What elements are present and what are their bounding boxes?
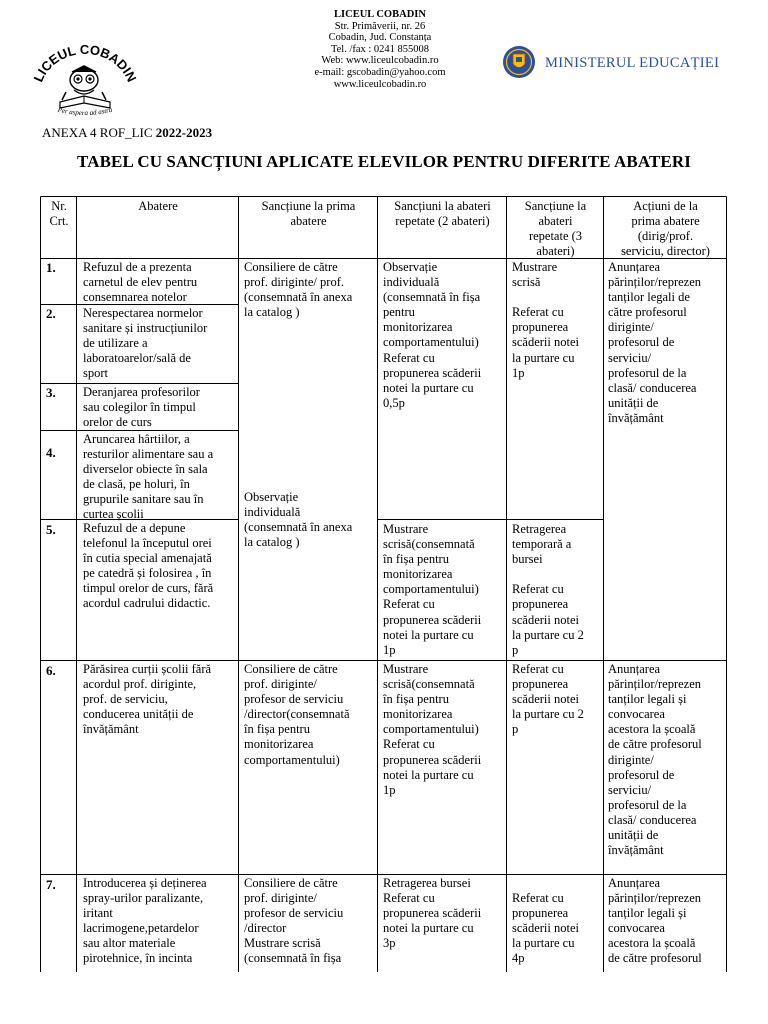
logo-left-text: LICEUL COBADIN (30, 42, 140, 85)
actiuni-a: Anunțarea părinților/reprezen tanților legali de către profesorul diriginte/ profesorul de serviciu/ profesorul de la clasă/ conducerea unității de învățământ (608, 260, 702, 425)
row-abatere: Deranjarea profesorilor sau colegilor în timpul orelor de curs (83, 385, 200, 430)
header-actiuni: Acțiuni de la prima abatere (dirig/prof. serviciu, director) (621, 199, 710, 259)
sanctiune-3-abateri-b: Retragerea temporară a bursei Referat cu propunerea scăderii notei la purtare cu 2 p (512, 522, 584, 657)
school-email[interactable]: e-mail: gscobadin@yahoo.com (314, 66, 446, 78)
school-site[interactable]: www.liceulcobadin.ro (333, 78, 427, 90)
ministry-name: MINISTERUL EDUCAȚIEI (545, 55, 720, 71)
row-abatere: Introducerea și deținerea spray-urilor paralizante, iritant lacrimogene,petardelor sau altor materiale pirotehnice, în incinta (83, 876, 207, 966)
row-abatere: Refuzul de a depune telefonul la începutul orei în cutia special amenajată pe catedră și folosirea , în timpul orelor de curs, fără acordul cadrului didactic. (83, 521, 214, 611)
row-number: 2. (46, 306, 56, 321)
anexa-text: ANEXA 4 ROF_LIC (42, 125, 156, 140)
header-2-abateri: Sancțiuni la abateri repetate (2 abateri) (394, 199, 491, 229)
school-city: Cobadin, Jud. Constanța (328, 32, 432, 44)
row6-actiuni: Anunțarea părinților/reprezen tanților legali și convocarea acestora la școală de către profesorul diriginte/ profesorul de serviciu/ profesorul de la clasă/ conducerea unității de învățământ (608, 662, 702, 858)
page-title: TABEL CU SANCȚIUNI APLICATE ELEVILOR PENTRU DIFERITE ABATERI (77, 152, 691, 171)
school-name: LICEUL COBADIN (334, 9, 426, 20)
row-abatere: Refuzul de a prezenta carnetul de elev pentru consemnarea notelor (83, 260, 198, 305)
sanctiune-2-abateri-b: Mustrare scrisă(consemnată în fișa pentru monitorizarea comportamentului) Referat cu propunerea scăderii notei la purtare cu 1p (383, 522, 482, 657)
header-3-abateri: Sancțiune la abateri repetate (3 abateri) (524, 199, 587, 259)
school-phone: Tel. /fax : 0241 855008 (330, 43, 430, 55)
row7-actiuni: Anunțarea părinților/reprezen tanților legali și convocarea acestora la școală de către profesorul (608, 876, 702, 966)
row-abatere: Aruncarea hârtiilor, a resturilor alimentare sau a diverselor obiecte în sala de clasă, pe holuri, în grupurile sanitare sau în curtea școlii (83, 432, 214, 522)
row7-repetate2: Retragerea bursei Referat cu propunerea scăderii notei la purtare cu 3p (383, 876, 482, 951)
anexa-year: 2022-2023 (155, 125, 213, 140)
row-number: 6. (46, 663, 56, 678)
row6-prima: Consiliere de către prof. diriginte/ profesor de serviciu /director(consemnată în fișa pentru monitorizarea comportamentului) (244, 662, 350, 767)
row7-repetate3: Referat cu propunerea scăderii notei la purtare cu 4p (512, 891, 579, 966)
row-abatere: Părăsirea curții școlii fără acordul prof. diriginte, prof. de serviciu, conducerea unității de învățământ (83, 662, 212, 737)
row-number: 3. (46, 385, 56, 400)
row-abatere: Nerespectarea normelor sanitare și instrucțiunilor de utilizare a laboratoarelor/sală de sport (83, 306, 208, 381)
row6-repetate3: Referat cu propunerea scăderii notei la purtare cu 2 p (512, 662, 584, 737)
school-address: Str. Primăverii, nr. 26 (334, 20, 426, 32)
header-nr: Nr. Crt. (49, 199, 69, 229)
header-prima-abatere: Sancțiune la prima abatere (261, 199, 356, 229)
row7-prima: Consiliere de către prof. diriginte/ profesor de serviciu /director Mustrare scrisă (consemnată în fișa (244, 876, 344, 966)
sanctiune-2-abateri-a: Observație individuală (consemnată în fișa pentru monitorizarea comportamentului) Referat cu propunerea scăderii notei la purtare cu 0,5p (383, 260, 482, 410)
row-number: 7. (46, 877, 56, 892)
row6-repetate2: Mustrare scrisă(consemnată în fișa pentru monitorizarea comportamentului) Referat cu propunerea scăderii notei la purtare cu 1p (383, 662, 482, 797)
row-number: 1. (46, 260, 56, 275)
row-number: 5. (46, 522, 56, 537)
header-abatere: Abatere (138, 199, 178, 213)
sanctiune-prima-2: Observație individuală (consemnată în anexa la catalog ) (244, 490, 353, 550)
logo-left-motto: Per aspera ad astra (56, 105, 114, 118)
sanctiune-3-abateri-a: Mustrare scrisă Referat cu propunerea scăderii notei la purtare cu 1p (512, 260, 579, 380)
school-web[interactable]: Web: www.liceulcobadin.ro (321, 55, 439, 67)
row-number: 4. (46, 445, 56, 460)
sanctiune-prima-1: Consiliere de către prof. diriginte/ prof. (consemnată în anexa la catalog ) (244, 260, 353, 320)
